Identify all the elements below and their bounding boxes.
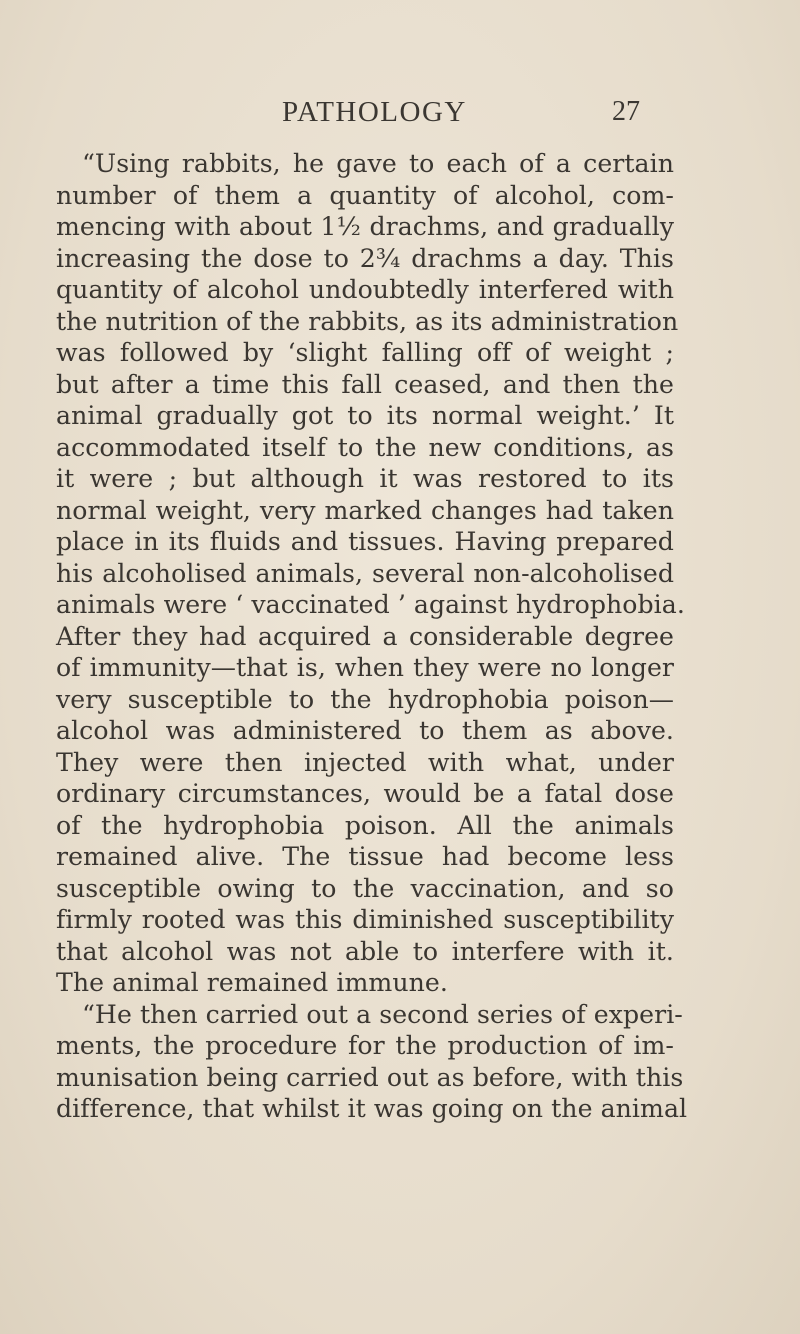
text-line: it were ; but although it was restored to its (56, 464, 674, 493)
running-head (0, 92, 800, 132)
text-line: normal weight, very marked changes had taken (56, 495, 674, 525)
text-line: the nutrition of the rabbits, as its administration (56, 306, 679, 336)
text-line: munisation being carried out as before, with this (56, 1062, 684, 1092)
text-line: that alcohol was not able to interfere with it. (56, 936, 674, 966)
text-line: firmly rooted was this diminished susceptibility (56, 905, 674, 934)
text-line: of immunity—that is, when they were no longer (56, 653, 674, 682)
text-line: ments, the procedure for the production of im- (56, 1031, 674, 1060)
text-line: animals were ‘ vaccinated ’ against hydrophobia. (56, 590, 685, 619)
text-line: quantity of alcohol undoubtedly interfered with (56, 275, 674, 304)
paragraph-2 (56, 999, 688, 1125)
text-line: The animal remained immune. (56, 968, 448, 997)
text-line: very susceptible to the hydrophobia poison— (56, 684, 674, 714)
text-line: accommodated itself to the new conditions, as (56, 432, 674, 462)
text-line: animal gradually got to its normal weight.’ It (56, 401, 674, 430)
text-line: mencing with about 1½ drachms, and gradually (56, 212, 674, 241)
text-line: increasing the dose to 2¾ drachms a day. This (56, 243, 674, 273)
text-line: “Using rabbits, he gave to each of a certain (82, 149, 674, 178)
text-line: of the hydrophobia poison. All the animals (56, 810, 674, 840)
text-line: was followed by ‘slight falling off of weight ; (56, 338, 674, 367)
text-line: “He then carried out a second series of experi- (82, 999, 683, 1029)
text-line: alcohol was administered to them as above. (56, 716, 674, 745)
text-line: susceptible owing to the vaccination, and so (56, 873, 674, 903)
text-line: number of them a quantity of alcohol, com- (56, 180, 674, 210)
text-line: but after a time this fall ceased, and then the (56, 369, 674, 399)
text-line: remained alive. The tissue had become less (56, 842, 674, 871)
text-line: place in its fluids and tissues. Having prepared (56, 527, 674, 556)
page-number: 27 (612, 96, 640, 127)
text-line: They were then injected with what, under (56, 747, 674, 777)
running-title: PATHOLOGY (282, 96, 467, 128)
paragraph-1 (56, 148, 685, 999)
text-line: After they had acquired a considerable degree (56, 621, 674, 651)
body-text (56, 148, 688, 1125)
text-line: difference, that whilst it was going on the animal (56, 1094, 688, 1123)
text-line: ordinary circumstances, would be a fatal dose (56, 779, 674, 808)
text-line: his alcoholised animals, several non-alcoholised (56, 558, 674, 588)
